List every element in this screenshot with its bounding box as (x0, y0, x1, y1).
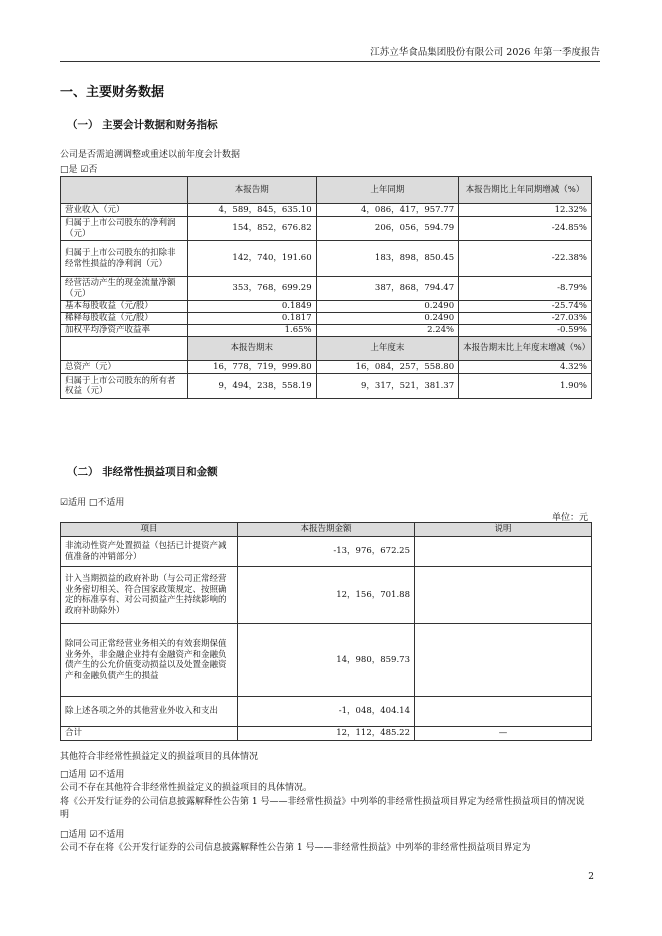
row-label: 基本每股收益（元/股） (61, 301, 188, 313)
row-label: 加权平均净资产收益率 (61, 325, 188, 337)
header-cell: 上年度末 (316, 337, 459, 361)
table-row (61, 624, 592, 697)
cell-value: 0.1849 (187, 301, 316, 313)
header-cell (61, 177, 188, 204)
table-row (61, 277, 592, 301)
cell-value: 16，778，719，999.80 (187, 361, 316, 374)
cell-note (415, 567, 592, 624)
cell-value: 4，589，845，635.10 (187, 204, 316, 217)
cell-note (415, 697, 592, 727)
cell-value: 2.24% (316, 325, 459, 337)
note-other-checkboxes[interactable]: □适用 ☑不适用 (60, 770, 125, 780)
table-row (61, 697, 592, 727)
cell-note (415, 624, 592, 697)
header-cell: 本报告期金额 (238, 523, 415, 537)
cell-value: -1，048，404.14 (238, 697, 415, 727)
page-header: 江苏立华食品集团股份有限公司 2026 年第一季度报告 (370, 47, 600, 58)
cell-value: 387，868，794.47 (316, 277, 459, 301)
cell-value: -27.03% (459, 313, 592, 325)
row-label: 归属于上市公司股东的扣除非经常性损益的净利润（元） (61, 241, 188, 277)
header-cell: 上年同期 (316, 177, 459, 204)
restate-question: 公司是否需追溯调整或重述以前年度会计数据 (60, 150, 241, 160)
header-rule (60, 61, 600, 62)
cell-value: 206，056，594.79 (316, 217, 459, 241)
table-row (61, 313, 592, 325)
cell-value: 16，084，257，558.80 (316, 361, 459, 374)
cell-value: 154，852，676.82 (187, 217, 316, 241)
cell-note: — (415, 727, 592, 741)
row-label: 经营活动产生的现金流量净额（元） (61, 277, 188, 301)
header-cell: 本报告期 (187, 177, 316, 204)
apply-checkboxes[interactable]: ☑适用 □不适用 (60, 498, 125, 508)
cell-value: 183，898，850.45 (316, 241, 459, 277)
row-label: 稀释每股收益（元/股） (61, 313, 188, 325)
row-label: 除同公司正常经营业务相关的有效套期保值业务外，非金融企业持有金融资产和金融负债产生的公允价值变动损益以及处置金融资产和金融负债产生的损益 (61, 624, 238, 697)
header-cell: 本报告期末 (187, 337, 316, 361)
header-cell: 本报告期比上年同期增减（%） (459, 177, 592, 204)
financial-data-table (60, 176, 592, 399)
cell-value: 4，086，417，957.77 (316, 204, 459, 217)
restate-checkboxes[interactable]: □是 ☑否 (60, 165, 98, 175)
header-cell: 说明 (415, 523, 592, 537)
row-label: 总资产（元） (61, 361, 188, 374)
cell-value: 353，768，699.29 (187, 277, 316, 301)
note-no-other-items: 公司不存在其他符合非经常性损益定义的损益项目的具体情况。 (60, 783, 313, 793)
unit-label: 单位：元 (551, 513, 588, 523)
table-header-row (61, 523, 592, 537)
header-cell: 项目 (61, 523, 238, 537)
cell-value: 12.32% (459, 204, 592, 217)
header-cell (61, 337, 188, 361)
cell-value: 12，112，485.22 (238, 727, 415, 741)
row-label: 归属于上市公司股东的净利润（元） (61, 217, 188, 241)
note-other-items: 其他符合非经常性损益定义的损益项目的具体情况 (60, 752, 259, 762)
row-label: 合计 (61, 727, 238, 741)
cell-note (415, 537, 592, 567)
cell-value: 142，740，191.60 (187, 241, 316, 277)
non-recurring-table (60, 522, 592, 741)
cell-value: -8.79% (459, 277, 592, 301)
row-label: 计入当期损益的政府补助（与公司正常经营业务密切相关、符合国家政策规定、按照确定的标准享有、对公司损益产生持续影响的政府补助除外） (61, 567, 238, 624)
table-row (61, 567, 592, 624)
row-label: 非流动性资产处置损益（包括已计提资产减值准备的冲销部分） (61, 537, 238, 567)
cell-value: 0.2490 (316, 313, 459, 325)
header-cell: 本报告期末比上年度末增减（%） (459, 337, 592, 361)
cell-value: -13，976，672.25 (238, 537, 415, 567)
row-label: 归属于上市公司股东的所有者权益（元） (61, 374, 188, 399)
section-title: 一、主要财务数据 (60, 85, 165, 100)
note-no-reclassification: 公司不存在将《公开发行证券的公司信息披露解释性公告第 1 号——非经常性损益》中列举的非经常性损益项目界定为 (60, 843, 531, 853)
table-row (61, 241, 592, 277)
cell-value: 9，494，238，558.19 (187, 374, 316, 399)
subsection-title-2: （二） 非经常性损益项目和金额 (67, 466, 218, 478)
cell-value: 0.2490 (316, 301, 459, 313)
table-row (61, 537, 592, 567)
table-row (61, 217, 592, 241)
row-label: 除上述各项之外的其他营业外收入和支出 (61, 697, 238, 727)
cell-value: 1.90% (459, 374, 592, 399)
row-label: 营业收入（元） (61, 204, 188, 217)
note-reclassification: 将《公开发行证券的公司信息披露解释性公告第 1 号——非经常性损益》中列举的非经常性损益项目界定为经常性损益项目的情况说明 (60, 797, 585, 820)
table-header-row (61, 337, 592, 361)
cell-value: -22.38% (459, 241, 592, 277)
subsection-title-1: （一） 主要会计数据和财务指标 (67, 119, 218, 131)
table-row (61, 361, 592, 374)
table-row (61, 727, 592, 741)
cell-value: -0.59% (459, 325, 592, 337)
cell-value: 1.65% (187, 325, 316, 337)
cell-value: 4.32% (459, 361, 592, 374)
page-number: 2 (588, 872, 594, 882)
cell-value: 9，317，521，381.37 (316, 374, 459, 399)
note-reclass-checkboxes[interactable]: □适用 ☑不适用 (60, 830, 125, 840)
cell-value: -25.74% (459, 301, 592, 313)
cell-value: 14，980，859.73 (238, 624, 415, 697)
cell-value: -24.85% (459, 217, 592, 241)
table-row (61, 374, 592, 399)
table-row (61, 301, 592, 313)
table-row (61, 204, 592, 217)
cell-value: 12，156，701.88 (238, 567, 415, 624)
table-header-row (61, 177, 592, 204)
table-row (61, 325, 592, 337)
cell-value: 0.1817 (187, 313, 316, 325)
